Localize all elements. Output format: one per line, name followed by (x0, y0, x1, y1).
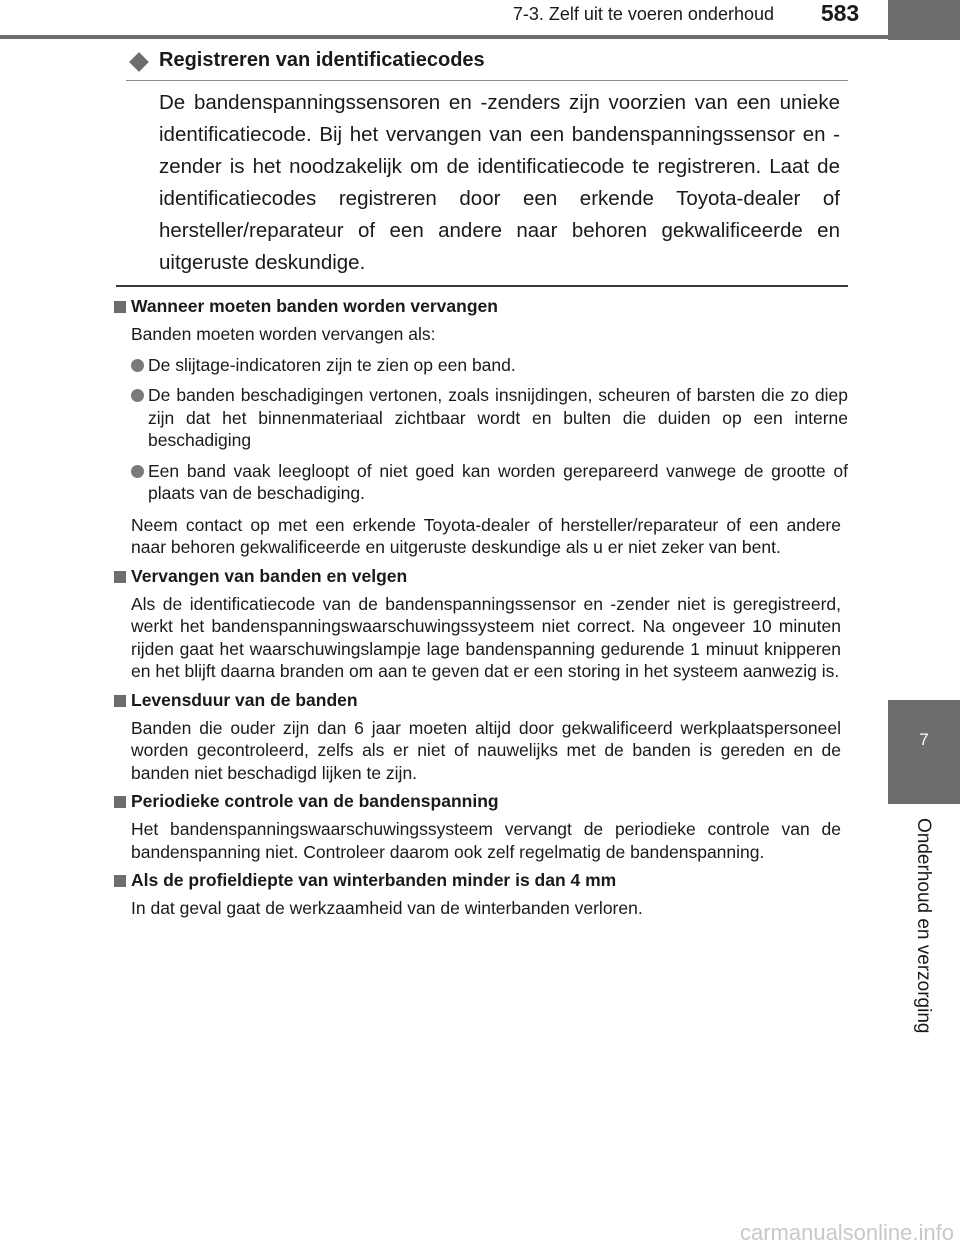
header-rule (0, 35, 888, 39)
section-title: Periodieke controle van de bandenspanning (131, 791, 499, 811)
section-tire-lifespan (112, 690, 848, 785)
notice-bottom-rule (116, 285, 848, 287)
section-text: Als de identificatiecode van de bandenspanningssensor en -zender niet is geregistreerd, werkt het bandenspanningswaarschuwingssysteem niet correct. Na ongeveer 10 minuten rijden gaat het waarschuwingslampje lage bandenspanning gedurende 1 minuut knipperen en het blijft daarna branden om aan te geven dat er een storing in het systeem aanwezig is. (131, 593, 841, 681)
list-item (131, 354, 848, 377)
list-item (131, 460, 848, 505)
diamond-icon (129, 52, 149, 72)
section-tires-and-rims (112, 566, 848, 683)
section-title: Levensduur van de banden (131, 689, 358, 710)
notice-title-row (126, 46, 848, 81)
section-heading (112, 870, 848, 894)
watermark: carmanualsonline.info (739, 1220, 954, 1245)
page-number: 583 (820, 0, 860, 26)
circle-bullet-icon (131, 389, 144, 402)
chapter-number: 7 (919, 730, 929, 749)
section-tire-replacement (112, 296, 848, 559)
section-title: Wanneer moeten banden worden vervangen (131, 296, 498, 316)
chapter-tab (888, 700, 960, 804)
section-title: Als de profieldiepte van winterbanden minder is dan 4 mm (131, 870, 617, 890)
square-bullet-icon (114, 571, 126, 583)
section-title: Vervangen van banden en velgen (131, 565, 408, 586)
section-text: Banden die ouder zijn dan 6 jaar moeten altijd door gekwalificeerd werkplaatspersoneel worden gecontroleerd, zelfs als er niet of nauwelijks met de banden is gereden en de banden niet beschadigd lijken te zijn. (131, 717, 841, 783)
section-heading (112, 690, 848, 714)
square-bullet-icon (114, 301, 126, 313)
tab-top-bar (888, 0, 960, 40)
section-intro: Banden moeten worden vervangen als: (131, 324, 436, 344)
circle-bullet-icon (131, 359, 144, 372)
circle-bullet-icon (131, 465, 144, 478)
list-item-text: De banden beschadigingen vertonen, zoals insnijdingen, scheuren of barsten die zo diep zijn dat het binnenmateriaal zichtbaar wordt en bulten die duiden op een interne beschadiging (148, 385, 848, 450)
section-winter-tires (112, 870, 848, 920)
list-item-text: Een band vaak leegloopt of niet goed kan worden gerepareerd vanwege de grootte of plaats van de beschadiging. (148, 460, 848, 503)
section-heading (112, 566, 848, 590)
chapter-side-tab (888, 0, 960, 1250)
notice-body: De bandenspanningssensoren en -zenders zijn voorzien van een unieke identificatiecode. Bij het vervangen van een bandenspanningssensor en -zender is het noodzakelijk om de identificatiecode te registreren. Laat de identificatiecodes registreren door een erkende Toyota-dealer of hersteller/reparateur of een andere naar behoren gekwalificeerde en uitgeruste deskundige. (159, 91, 840, 274)
main-content (112, 296, 848, 927)
section-pressure-check (112, 791, 848, 863)
square-bullet-icon (114, 695, 126, 707)
list-item-text: De slijtage-indicatoren zijn te zien op een band. (148, 354, 516, 375)
list-item (131, 384, 848, 452)
notice-title: Registreren van identificatiecodes (159, 49, 485, 71)
section-heading (112, 791, 848, 815)
square-bullet-icon (114, 796, 126, 808)
running-header: 7-3. Zelf uit te voeren onderhoud (512, 4, 774, 24)
section-text: Het bandenspanningswaarschuwingssysteem vervangt de periodieke controle van de bandenspanning niet. Controleer daarom ook zelf regelmatig de bandenspanning. (131, 819, 841, 862)
chapter-label: Onderhoud en verzorging (913, 818, 934, 1034)
square-bullet-icon (114, 875, 126, 887)
section-outro: Neem contact op met een erkende Toyota-dealer of hersteller/reparateur of een andere naar behoren gekwalificeerde en uitgeruste deskundige als u er niet zeker van bent. (131, 514, 841, 557)
section-text: In dat geval gaat de werkzaamheid van de winterbanden verloren. (131, 898, 643, 918)
section-heading (112, 296, 848, 320)
